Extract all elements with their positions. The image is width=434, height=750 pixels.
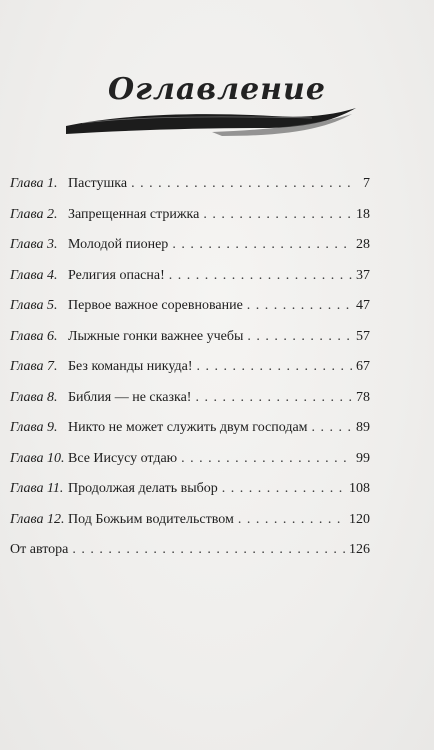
chapter-number: Глава 11. [10,481,64,496]
dot-leader [222,481,345,497]
brush-stroke-ornament [62,104,362,144]
toc-entry-3[interactable] [10,237,370,268]
chapter-number: Глава 9. [10,420,58,435]
chapter-number: Глава 12. [10,511,65,527]
chapter-number: Глава 3. [10,237,58,252]
toc-entry-6[interactable] [10,329,370,360]
page-number: 37 [356,267,370,283]
dot-leader [72,542,345,558]
chapter-title: Первое важное соревнование [68,298,243,313]
chapter-title: Под Божьим водительством [68,511,234,527]
page-number: 108 [349,481,370,496]
toc-entry-author-note[interactable] [10,542,370,573]
chapter-number: Глава 10. [10,450,65,466]
toc-entry-2[interactable] [10,207,370,238]
toc-entry-8[interactable] [10,390,370,421]
dot-leader [169,268,352,284]
chapter-title: Запрещенная стрижка [68,206,200,222]
page-number: 7 [363,176,370,191]
table-of-contents [10,176,370,573]
chapter-number: Глава 1. [10,176,58,191]
chapter-title: Никто не может служить двум господам [68,420,308,435]
page-number: 57 [356,328,370,344]
page-number: 126 [349,542,370,557]
toc-entry-4[interactable] [10,268,370,299]
toc-entry-1[interactable] [10,176,370,207]
page-number: 120 [349,511,370,527]
dot-leader [196,359,352,375]
chapter-number: Глава 6. [10,328,58,344]
dot-leader [131,176,352,192]
chapter-title: Религия опасна! [68,267,165,283]
chapter-number: Глава 7. [10,359,58,374]
dot-leader [312,420,352,436]
chapter-number: Глава 2. [10,206,58,222]
chapter-title: Лыжные гонки важнее учебы [68,328,244,344]
page-number: 67 [356,359,370,374]
chapter-number: Глава 8. [10,389,58,405]
page-number: 99 [356,450,370,466]
chapter-title: Библия — не сказка! [68,389,192,405]
page-number: 28 [356,237,370,252]
toc-entry-9[interactable] [10,420,370,451]
page-number: 47 [356,298,370,313]
dot-leader [238,512,345,528]
page-number: 18 [356,206,370,222]
chapter-title: Без команды никуда! [68,359,193,374]
dot-leader [247,329,352,345]
chapter-title: Молодой пионер [68,237,169,252]
dot-leader [203,207,352,223]
page-number: 78 [356,389,370,405]
toc-entry-11[interactable] [10,481,370,512]
toc-entry-12[interactable] [10,512,370,543]
toc-entry-7[interactable] [10,359,370,390]
chapter-title: Продолжая делать выбор [68,481,218,496]
dot-leader [247,298,352,314]
dot-leader [181,451,352,467]
page-title: Оглавление [108,72,326,107]
chapter-number: Глава 4. [10,267,58,283]
toc-entry-5[interactable] [10,298,370,329]
chapter-title: Пастушка [68,176,128,191]
chapter-number: Глава 5. [10,298,58,313]
dot-leader [195,390,352,406]
chapter-title: Все Иисусу отдаю [68,450,178,466]
page-number: 89 [356,420,370,435]
dot-leader [172,237,352,253]
section-title: От автора [10,542,69,557]
toc-entry-10[interactable] [10,451,370,482]
